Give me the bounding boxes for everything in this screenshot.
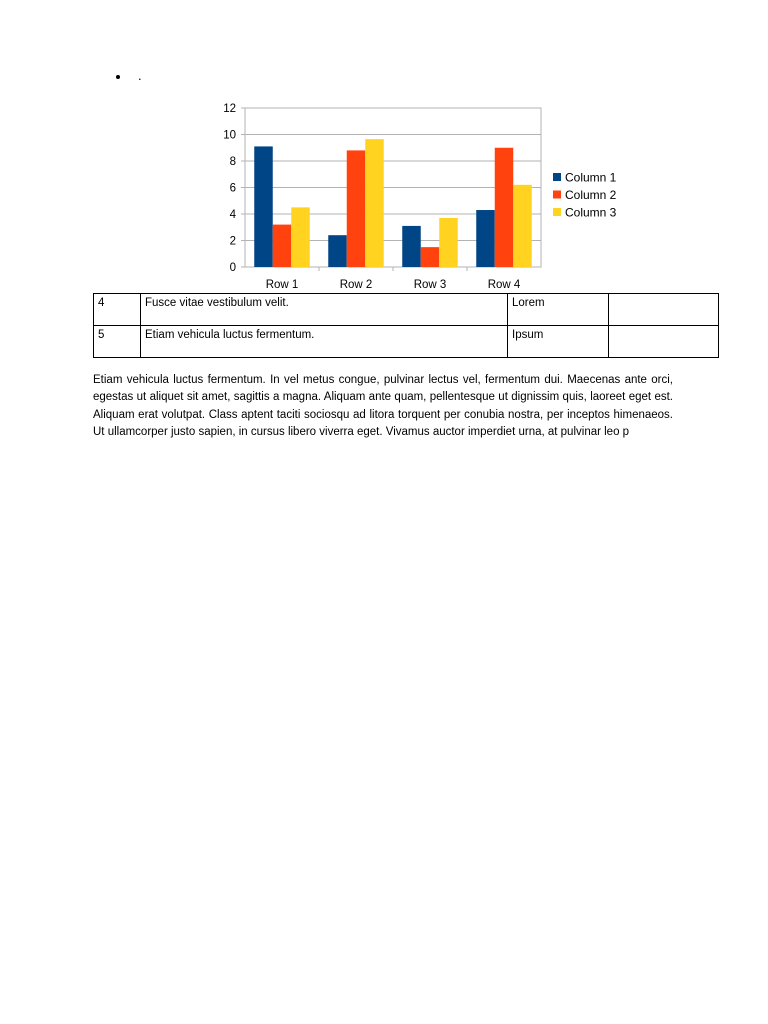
bar-chart xyxy=(206,98,646,294)
bullet-icon xyxy=(116,75,120,79)
y-tick-label: 10 xyxy=(223,129,236,142)
x-tick-label: Row 1 xyxy=(265,279,299,291)
bar xyxy=(347,150,366,267)
y-tick-label: 0 xyxy=(229,262,236,274)
table-row xyxy=(94,294,719,326)
y-tick-label: 12 xyxy=(223,103,236,115)
bar xyxy=(254,146,273,267)
y-tick-label: 8 xyxy=(229,156,236,168)
bar xyxy=(273,225,292,267)
legend-swatch xyxy=(553,173,561,181)
bar xyxy=(439,218,458,267)
bar-chart-svg xyxy=(206,98,646,294)
legend-label: Column 2 xyxy=(565,188,617,202)
bullet-text: . xyxy=(138,68,142,83)
x-tick-label: Row 4 xyxy=(487,279,521,291)
bar xyxy=(365,139,384,267)
data-table xyxy=(93,293,719,358)
table-cell-empty xyxy=(609,294,719,326)
y-tick-label: 2 xyxy=(229,235,236,248)
table-row xyxy=(94,326,719,358)
bar xyxy=(291,207,310,267)
bar xyxy=(513,185,532,267)
x-tick-label: Row 2 xyxy=(339,279,373,291)
bar xyxy=(495,148,514,267)
bar xyxy=(476,210,495,267)
table-cell-word: Lorem xyxy=(508,294,609,326)
table-cell-number: 5 xyxy=(94,326,141,358)
legend-swatch xyxy=(553,208,561,216)
bar xyxy=(421,247,440,267)
bar xyxy=(328,235,347,267)
legend-label: Column 1 xyxy=(565,170,617,185)
y-tick-label: 6 xyxy=(229,182,236,195)
table-cell-text: Etiam vehicula luctus fermentum. xyxy=(141,326,508,358)
bullet-item xyxy=(116,68,142,84)
legend-swatch xyxy=(553,191,561,199)
y-tick-label: 4 xyxy=(229,209,236,221)
body-paragraph: Etiam vehicula luctus fermentum. In vel metus congue, pulvinar lectus vel, fermentum dui. Maecenas ante orci, egestas ut aliquet sit amet, sagittis a magna. Aliquam ante quam, pellentesque ut dignissim quis, laoreet eget est. Aliquam erat volutpat. Class aptent taciti sociosqu ad litora torquent per conubia nostra, per inceptos himenaeos. Ut ullamcorper justo sapien, in cursus libero viverra eget. Vivamus auctor imperdiet urna, at pulvinar leo p xyxy=(93,374,673,438)
table-cell-text: Fusce vitae vestibulum velit. xyxy=(141,294,508,326)
x-tick-label: Row 3 xyxy=(413,279,447,291)
table-cell-empty xyxy=(609,326,719,358)
table-cell-word: Ipsum xyxy=(508,326,609,358)
table-cell-number: 4 xyxy=(94,294,141,326)
legend-label: Column 3 xyxy=(565,205,617,220)
bar xyxy=(402,226,421,267)
